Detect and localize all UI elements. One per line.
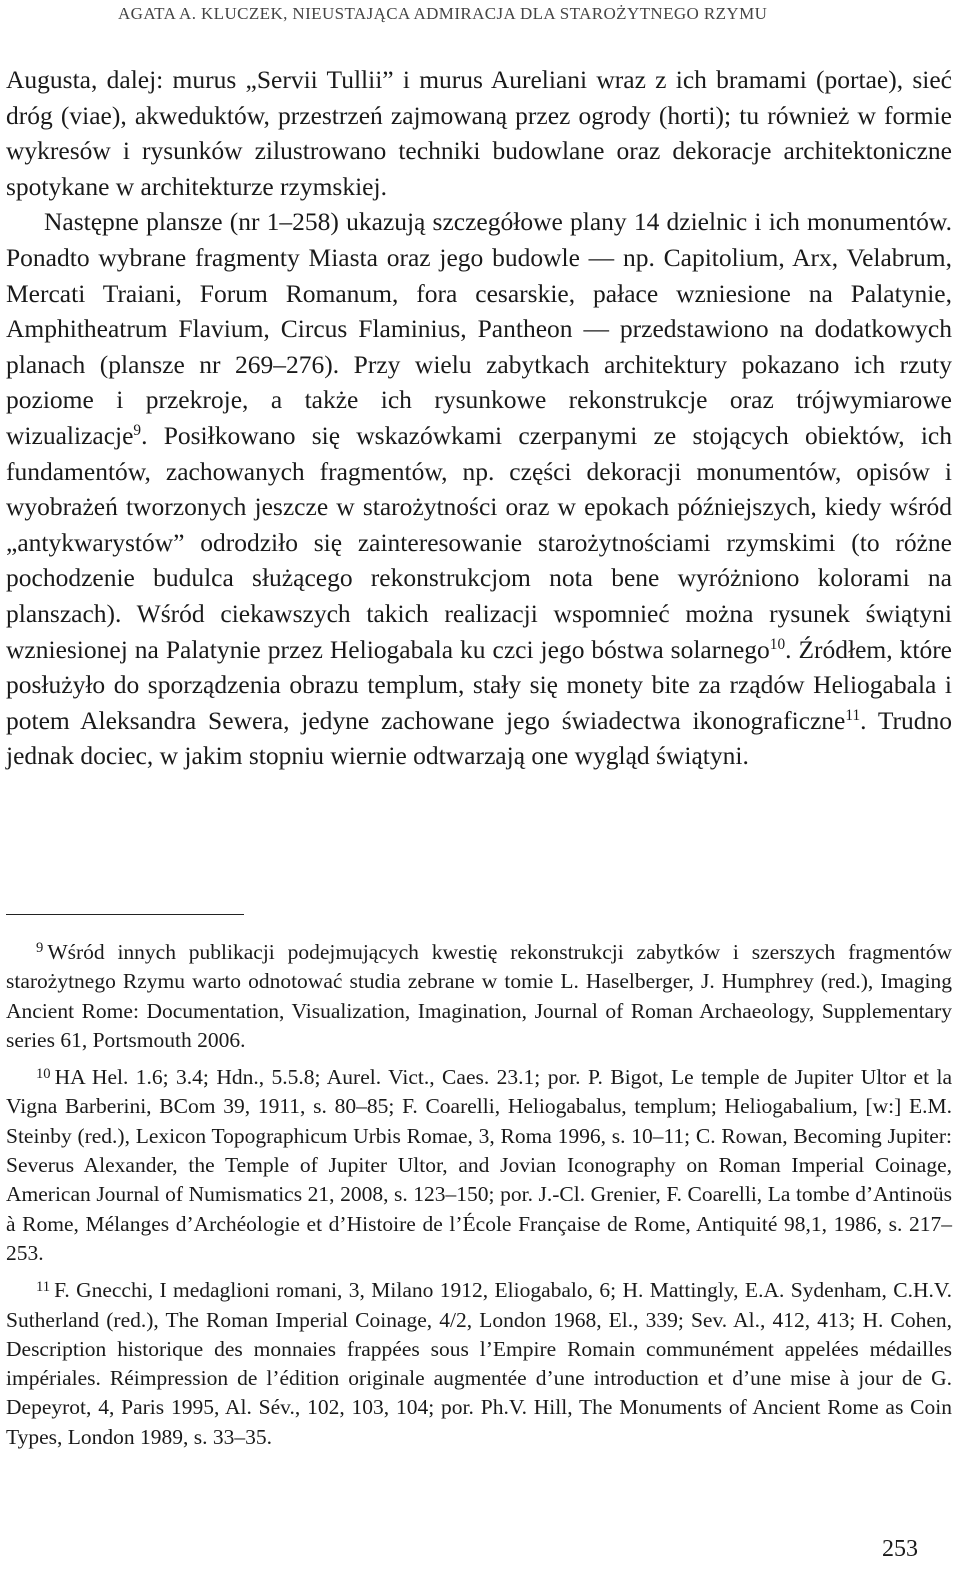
footnote-10 [6,1063,952,1268]
main-text [6,62,952,774]
footnote-number: 11 [36,1278,51,1295]
paragraph-2-part-b: . Posiłkowano się wskazówkami czerpanymi ze stojących obiektów, ich fundamentów, zachowanych fragmentów, np. części dekoracji monumentów, opisów i wyobrażeń tworzonych jeszcze w starożytności oraz w epokach późniejszych, kiedy wśród „antykwarystów” odrodziło się zainteresowanie starożytnościami rzymskimi (to różne pochodzenie budulca służącego rekonstrukcjom nota bene wyróżniono kolorami na planszach). Wśród ciekawszych takich realizacji wspomnieć można rysunek świątyni wzniesionej na Palatynie przez Heliogabala ku czci jego bóstwa solarnego [6,420,952,664]
footnote-text: F. Gnecchi, I medaglioni romani, 3, Milano 1912, Eliogabalo, 6; H. Mattingly, E.A. Sydenham, C.H.V. Sutherland (red.), The Roman Imperial Coinage, 4/2, London 1968, El., 339; Sev. Al., 412, 413; H. Cohen, Description historique des monnaies frappées sous l’Empire Romain communément appelées médailles impériales. Réimpression de l’édition originale augmentée d’une introduction et d’une mise à jour de G. Depeyrot, 4, Paris 1995, Al. Sév., 102, 103, 104; por. Ph.V. Hill, The Monuments of Ancient Rome as Coin Types, London 1989, s. 33–35. [6,1278,952,1449]
footnote-number: 10 [36,1065,51,1082]
footnote-text: HA Hel. 1.6; 3.4; Hdn., 5.5.8; Aurel. Vict., Caes. 23.1; por. P. Bigot, Le temple de Jupiter Ultor et la Vigna Barberini, BCom 39, 1911, s. 80–85; F. Coarelli, Heliogabalus, templum; Heliogabalium, [w:] E.M. Steinby (red.), Lexicon Topographicum Urbis Romae, 3, Roma 1996, s. 10–11; C. Rowan, Becoming Jupiter: Severus Alexander, the Temple of Jupiter Ultor, and Jovian Iconography on Roman Imperial Coinage, American Journal of Numismatics 21, 2008, s. 123–150; por. J.-Cl. Grenier, F. Coarelli, La tombe d’Antinoüs à Rome, Mélanges d’Archéologie et d’Histoire de l’École Française de Rome, Antiquité 98,1, 1986, s. 217–253. [6,1065,952,1265]
footnote-number: 9 [36,940,44,957]
paragraph-2 [6,204,952,774]
page-number: 253 [882,1536,918,1562]
footnote-9 [6,938,952,1055]
footnote-ref-9[interactable]: 9 [133,421,142,439]
footnotes [6,938,952,1460]
footnote-11 [6,1276,952,1452]
footnote-ref-11[interactable]: 11 [845,706,861,724]
running-header: AGATA A. KLUCZEK, NIEUSTAJĄCA ADMIRACJA DLA STAROŻYTNEGO RZYMU [118,4,768,23]
paragraph-2-part-d: . Trudno jednak dociec, w jakim stopniu wiernie odtwarzają one wygląd świątyni. [6,705,952,771]
footnote-separator [6,914,244,915]
footnote-ref-10[interactable]: 10 [769,635,786,653]
paragraph-2-part-c: . Źródłem, które posłużyło do sporządzenia obrazu templum, stały się monety bite za rządów Heliogabala i potem Aleksandra Sewera, jedyne zachowane jego świadectwa ikonograficzne [6,634,953,735]
paragraph-1: Augusta, dalej: murus „Servii Tullii” i murus Aureliani wraz z ich bramami (portae), sieć dróg (viae), akweduktów, przestrzeń zajmowaną przez ogrody (horti); tu również w formie wykresów i rysunków zilustrowano techniki budowlane oraz dekoracje architektoniczne spotykane w architekturze rzymskiej. [6,65,952,201]
footnote-text: Wśród innych publikacji podejmujących kwestię rekonstrukcji zabytków i szerszych fragmentów starożytnego Rzymu warto odnotować studia zebrane w tomie L. Haselberger, J. Humphrey (red.), Imaging Ancient Rome: Documentation, Visualization, Imagination, Journal of Roman Archaeology, Supplementary series 61, Portsmouth 2006. [6,940,952,1052]
paragraph-2-part-a: Następne plansze (nr 1–258) ukazują szczegółowe plany 14 dzielnic i ich monumentów. Ponadto wybrane fragmenty Miasta oraz jego budowle — np. Capitolium, Arx, Velabrum, Mercati Traiani, Forum Romanum, fora cesarskie, pałace wzniesione na Palatynie, Amphitheatrum Flavium, Circus Flaminius, Pantheon — przedstawiono na dodatkowych planach (plansze nr 269–276). Przy wielu zabytkach architektury pokazano ich rzuty poziome i przekroje, a także ich rysunkowe rekonstrukcje oraz trójwymiarowe wizualizacje [6,207,952,450]
